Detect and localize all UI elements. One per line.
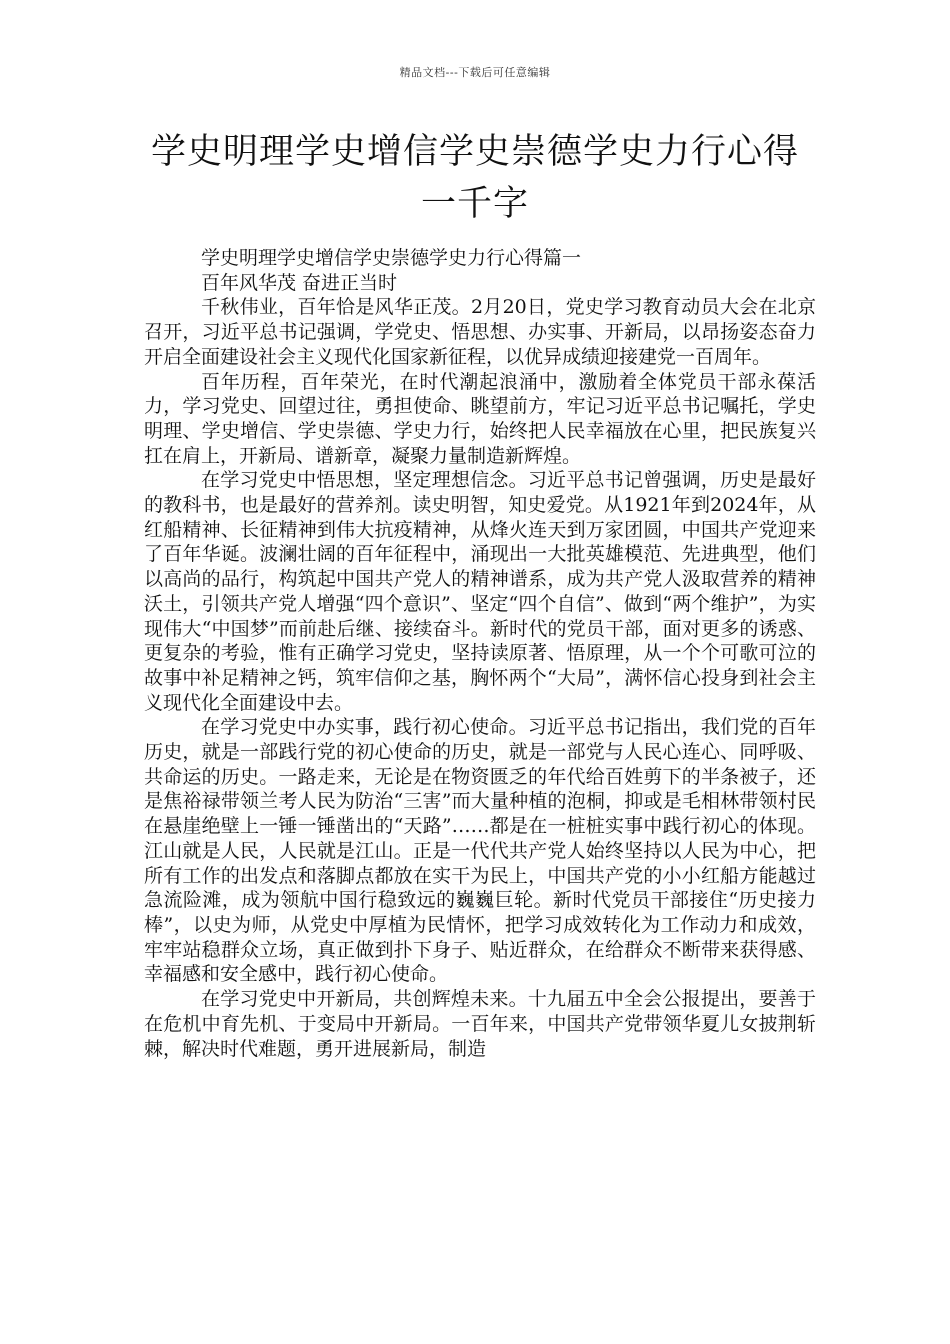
paragraph: 百年历程，百年荣光，在时代潮起浪涌中，激励着全体党员干部永葆活力，学习党史、回望过往，勇担使命、眺望前方，牢记习近平总书记嘱托，学史明理、学史增信、学史崇德、学史力行，始终把人民幸福放在心里，把民族复兴扛在肩上，开新局、谱新章，凝聚力量制造新辉煌。	[144, 370, 816, 467]
paragraph: 在学习党史中开新局，共创辉煌未来。十九届五中全会公报提出，要善于在危机中育先机、于变局中开新局。一百年来，中国共产党带领华夏儿女披荆斩棘，解决时代难题，勇开进展新局，制造	[144, 988, 816, 1060]
document-body	[144, 246, 816, 1061]
section-heading: 学史明理学史增信学史崇德学史力行心得篇一	[201, 247, 582, 269]
document-title	[140, 126, 810, 230]
subheading: 百年风华茂 奋进正当时	[201, 271, 398, 294]
paragraph: 在学习党史中悟思想，坚定理想信念。习近平总书记曾强调，历史是最好的教科书，也是最好的营养剂。读史明智，知史爱党。从1921年到2024年，从红船精神、长征精神到伟大抗疫精神，从烽火连天到万家团圆，中国共产党迎来了百年华诞。波澜壮阔的百年征程中，涌现出一大批英雄模范、先进典型，他们以高尚的品行，构筑起中国共产党人的精神谱系，成为共产党人汲取营养的精神沃土，引领共产党人增强“四个意识”、坚定“四个自信”、做到“两个维护”，为实现伟大“中国梦”而前赴后继、接续奋斗。新时代的党员干部，面对更多的诱惑、更复杂的考验，惟有正确学习党史，坚持读原著、悟原理，从一个个可歌可泣的故事中补足精神之钙，筑牢信仰之基，胸怀两个“大局”，满怀信心投身到社会主义现代化全面建设中去。	[144, 469, 816, 714]
title-line-2: 一千字	[420, 184, 529, 224]
paragraph: 在学习党史中办实事，践行初心使命。习近平总书记指出，我们党的百年历史，就是一部践行党的初心使命的历史，就是一部党与人民心连心、同呼吸、共命运的历史。一路走来，无论是在物资匮乏的年代给百姓剪下的半条被子，还是焦裕禄带领兰考人民为防治“三害”而大量种植的泡桐，抑或是毛相林带领村民在悬崖绝壁上一锤一锤凿出的“天路”……都是在一桩桩实事中践行初心的体现。江山就是人民，人民就是江山。正是一代代共产党人始终坚持以人民为中心，把所有工作的出发点和落脚点都放在实干为民上，中国共产党的小小红船方能越过急流险滩，成为领航中国行稳致远的巍巍巨轮。新时代党员干部接住“历史接力棒”，以史为师，从党史中厚植为民情怀，把学习成效转化为工作动力和成效，牢牢站稳群众立场，真正做到扑下身子、贴近群众，在给群众不断带来获得感、幸福感和安全感中，践行初心使命。	[144, 716, 816, 986]
header-note: 精品文档---下载后可任意编辑	[399, 66, 551, 79]
title-line-1: 学史明理学史增信学史崇德学史力行心得	[150, 132, 799, 172]
paragraph: 千秋伟业，百年恰是风华正茂。2月20日，党史学习教育动员大会在北京召开，习近平总书记强调，学党史、悟思想、办实事、开新局，以昂扬姿态奋力开启全面建设社会主义现代化国家新征程，以优异成绩迎接建党一百周年。	[144, 296, 816, 368]
